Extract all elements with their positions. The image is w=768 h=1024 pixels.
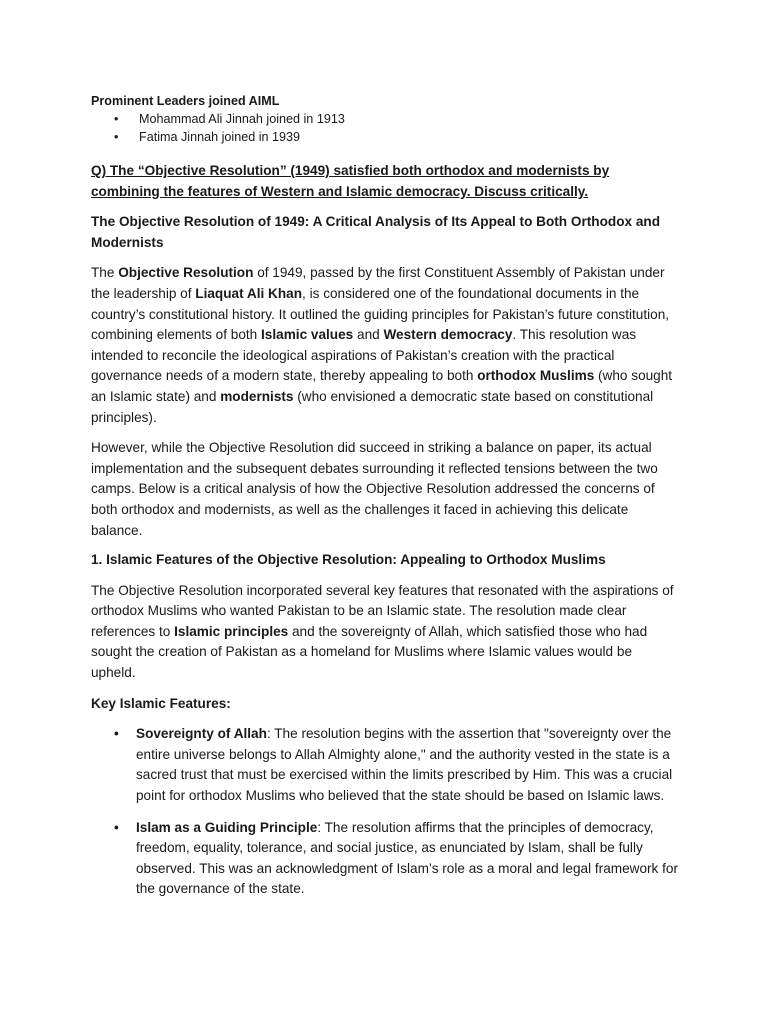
analysis-paragraph: However, while the Objective Resolution did succeed in striking a balance on paper, its actual implementation and the subsequent debates surrounding it reflected tensions between the two camps. Below is a critical analysis of how the Objective Resolution addressed the concerns of both orthodox and modernists, as well as the challenges it faced in achieving this delicate balance. (91, 440, 658, 538)
leaders-heading: Prominent Leaders joined AIML (91, 94, 280, 108)
leaders-list (91, 110, 678, 146)
leaders-list-item: • Fatima Jinnah joined in 1939 (114, 128, 678, 146)
feature-item: • Sovereignty of Allah: The resolution begins with the assertion that "sovereignty over the entire universe belongs to Allah Almighty alone," and the authority vested in the state is a sacred trust that must be exercised within the limits prescribed by Him. This was a crucial point for orthodox Muslims who believed that the state should be based on Islamic laws. (114, 724, 678, 806)
article-title: The Objective Resolution of 1949: A Critical Analysis of Its Appeal to Both Orthodox and Modernists (91, 214, 660, 250)
feature-item: • Islam as a Guiding Principle: The resolution affirms that the principles of democracy, freedom, equality, tolerance, and social justice, as enunciated by Islam, shall be fully observed. This was an acknowledgment of Islam’s role as a moral and legal framework for the governance of the state. (114, 818, 678, 900)
key-features-heading: Key Islamic Features: (91, 695, 231, 711)
islamic-features-paragraph: The Objective Resolution incorporated several key features that resonated with the aspirations of orthodox Muslims who wanted Pakistan to be an Islamic state. The resolution made clear references to Islamic principles and the sovereignty of Allah, which satisfied those who had sought the creation of Pakistan as a homeland for Muslims where Islamic values would be upheld. (91, 582, 674, 681)
intro-paragraph: The Objective Resolution of 1949, passed by the first Constituent Assembly of Pakistan under the leadership of Liaquat Ali Khan, is considered one of the foundational documents in the country’s constitutional history. It outlined the guiding principles for Pakistan’s future constitution, combining elements of both Islamic values and Western democracy. This resolution was intended to reconcile the ideological aspirations of Pakistan’s creation with the practical governance needs of a modern state, thereby appealing to both orthodox Muslims (who sought an Islamic state) and modernists (who envisioned a democratic state based on constitutional principles). (91, 265, 673, 425)
key-features-list (91, 724, 678, 900)
section-heading-islamic-features: 1. Islamic Features of the Objective Resolution: Appealing to Orthodox Muslims (91, 552, 606, 568)
leaders-list-item: • Mohammad Ali Jinnah joined in 1913 (114, 110, 678, 128)
question-heading: Q) The “Objective Resolution” (1949) satisfied both orthodox and modernists by combining the features of Western and Islamic democracy. Discuss critically. (91, 163, 610, 199)
